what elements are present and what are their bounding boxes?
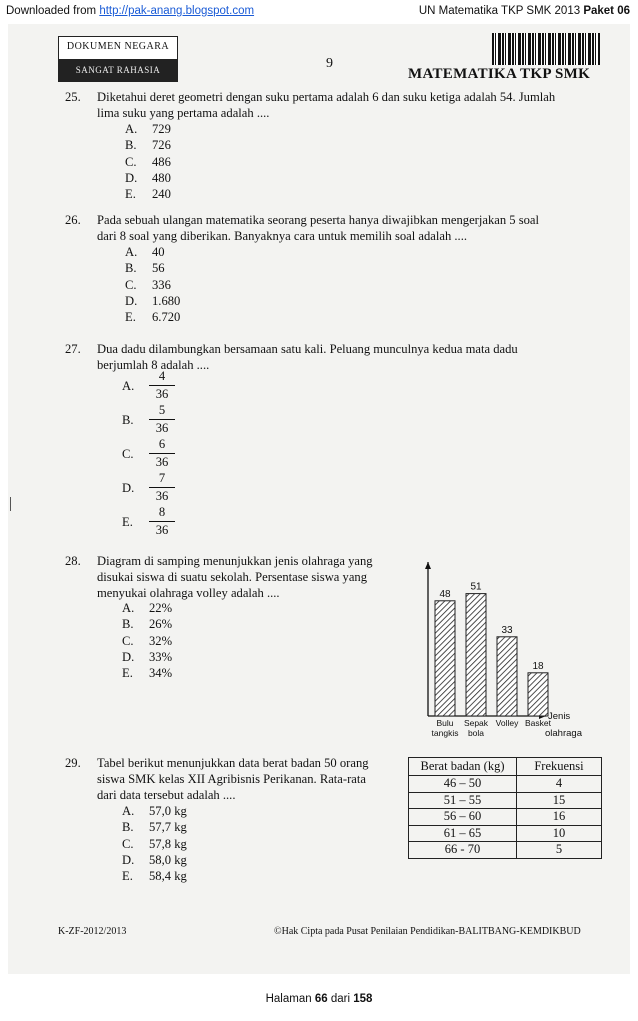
- classification-box: [58, 36, 178, 82]
- page-middle: dari: [327, 993, 354, 1005]
- option-letter: D.: [122, 852, 135, 867]
- table-row: [409, 809, 602, 826]
- option-letter: D.: [125, 170, 138, 185]
- option-e[interactable]: [125, 186, 171, 202]
- option-letter: A.: [125, 122, 138, 136]
- option-text: 32%: [149, 633, 173, 648]
- fraction-bar: [149, 521, 175, 522]
- option-text: 22%: [149, 601, 173, 615]
- question-text-line: menyukai olahraga volley adalah ....: [97, 586, 280, 600]
- option-letter: C.: [122, 836, 134, 851]
- question-text-line: dari data tersebut adalah ....: [97, 788, 236, 802]
- table-row: [409, 825, 602, 842]
- question-27: [65, 341, 605, 375]
- options-29: [122, 803, 187, 884]
- question-text-line: Tabel berikut menunjukkan data berat badan 50 orang: [97, 756, 369, 770]
- category-label: Basket: [525, 718, 551, 728]
- option-fraction: [149, 369, 175, 402]
- option-e[interactable]: [125, 309, 180, 325]
- option-text: 58,4 kg: [149, 869, 187, 884]
- question-29: [65, 755, 405, 805]
- page-number: 9: [326, 56, 333, 71]
- table-row: [409, 842, 602, 859]
- option-a[interactable]: [125, 121, 171, 137]
- denominator: 36: [155, 387, 169, 401]
- question-text-line: lima suku yang pertama adalah ....: [97, 106, 270, 120]
- weight-cell: 56 – 60: [409, 809, 517, 826]
- frequency-cell: 5: [517, 842, 602, 859]
- numerator: 4: [158, 369, 166, 383]
- weight-cell: 61 – 65: [409, 825, 517, 842]
- category-label: tangkis: [431, 728, 459, 738]
- scan-artifact: [10, 497, 11, 511]
- option-b[interactable]: [122, 819, 187, 835]
- numerator: 8: [158, 505, 166, 519]
- option-text: 729: [152, 122, 171, 136]
- option-a[interactable]: [122, 600, 172, 616]
- option-text: 34%: [149, 666, 173, 681]
- packet-label: Paket 06: [583, 5, 630, 17]
- option-b[interactable]: [122, 616, 172, 632]
- numerator: 6: [158, 437, 166, 451]
- subject-title: MATEMATIKA TKP SMK: [408, 66, 591, 82]
- option-letter: B.: [125, 138, 137, 153]
- category-label: Volley: [495, 718, 519, 728]
- denominator: 36: [155, 455, 169, 469]
- option-text: 6.720: [152, 310, 181, 325]
- question-text-line: Diketahui deret geometri dengan suku pertama adalah 6 dan suku ketiga adalah 54. Jumlah: [97, 90, 556, 104]
- question-text-line: Pada sebuah ulangan matematika seorang peserta hanya diwajibkan mengerjakan 5 soal: [97, 213, 540, 227]
- fraction-bar: [149, 385, 175, 386]
- download-header: [0, 0, 638, 22]
- question-25: [65, 89, 605, 123]
- question-28: [65, 553, 405, 603]
- numerator: 7: [158, 471, 166, 485]
- question-number: 29.: [65, 756, 81, 770]
- option-letter: A.: [122, 379, 135, 393]
- data-label: 18: [532, 660, 544, 672]
- page-prefix: Halaman: [265, 993, 315, 1005]
- option-d[interactable]: [125, 293, 180, 309]
- option-fraction: [149, 471, 175, 504]
- question-text-line: Diagram di samping menunjukkan jenis olahraga yang: [97, 554, 373, 568]
- weight-cell: 46 – 50: [409, 776, 517, 793]
- frequency-cell: 16: [517, 809, 602, 826]
- question-text-line: siswa SMK kelas XII Agribisnis Perikanan. Rata-rata: [97, 772, 366, 786]
- option-letter: B.: [125, 261, 137, 276]
- option-e[interactable]: [122, 665, 172, 681]
- option-b[interactable]: [125, 137, 171, 153]
- option-letter: C.: [122, 447, 134, 461]
- option-b[interactable]: [125, 260, 180, 276]
- bar: [435, 601, 455, 716]
- bar: [528, 673, 548, 716]
- bar: [466, 594, 486, 716]
- exam-name: UN Matematika TKP SMK 2013: [418, 5, 581, 17]
- option-letter: C.: [125, 154, 137, 169]
- copyright-notice: ©Hak Cipta pada Pusat Penilaian Pendidikan-BALITBANG-KEMDIKBUD: [274, 926, 581, 937]
- document-code: K-ZF-2012/2013: [58, 926, 127, 937]
- option-letter: D.: [125, 293, 138, 308]
- category-label: Bulu: [436, 718, 454, 728]
- category-label: bola: [467, 728, 485, 738]
- frequency-cell: 15: [517, 792, 602, 809]
- option-letter: D.: [122, 649, 135, 664]
- option-letter: E.: [125, 310, 136, 325]
- option-letter: C.: [125, 277, 137, 292]
- data-label: 51: [470, 581, 482, 593]
- category-label: Sepak: [463, 718, 489, 728]
- option-letter: B.: [122, 820, 134, 835]
- question-number: 25.: [65, 90, 81, 104]
- bar: [497, 637, 517, 716]
- question-number: 26.: [65, 213, 81, 227]
- options-25: [125, 121, 171, 202]
- current-page: 66: [314, 993, 328, 1005]
- option-letter: A.: [122, 804, 135, 818]
- option-letter: C.: [122, 633, 134, 648]
- header-weight: Berat badan (kg): [409, 758, 517, 776]
- y-axis-arrow: [425, 562, 431, 569]
- download-prefix: Downloaded from: [6, 5, 100, 17]
- option-text: 40: [152, 245, 165, 259]
- option-letter: A.: [122, 601, 135, 615]
- table-row: [409, 792, 602, 809]
- option-d[interactable]: [122, 852, 187, 868]
- x-axis-label: olahraga: [545, 728, 582, 739]
- denominator: 36: [155, 421, 169, 435]
- option-e[interactable]: [122, 868, 187, 884]
- option-text: 57,8 kg: [149, 836, 187, 851]
- frequency-cell: 4: [517, 776, 602, 793]
- options-28: [122, 600, 172, 681]
- weight-cell: 51 – 55: [409, 792, 517, 809]
- option-fraction: [149, 403, 175, 436]
- option-a[interactable]: [122, 803, 187, 819]
- bar-chart-svg: [414, 552, 614, 752]
- option-letter: E.: [122, 869, 133, 884]
- page-footer: [0, 993, 638, 1005]
- barcode-image: [492, 33, 600, 65]
- question-number: 28.: [65, 554, 81, 568]
- question-text-line: Dua dadu dilambungkan bersamaan satu kali. Peluang munculnya kedua mata dadu: [97, 342, 518, 356]
- option-letter: B.: [122, 413, 134, 427]
- fraction-bar: [149, 419, 175, 420]
- numerator: 5: [158, 403, 166, 417]
- frequency-cell: 10: [517, 825, 602, 842]
- option-text: 33%: [149, 649, 173, 664]
- option-letter: E.: [122, 515, 133, 529]
- question-text-line: dari 8 soal yang diberikan. Banyaknya cara untuk memilih soal adalah ....: [97, 229, 468, 243]
- option-letter: B.: [122, 617, 134, 632]
- option-a[interactable]: [125, 244, 180, 260]
- option-letter: E.: [125, 187, 136, 202]
- option-text: 480: [152, 170, 171, 185]
- question-text-line: disukai siswa di suatu sekolah. Persentase siswa yang: [97, 570, 368, 584]
- fraction-bar: [149, 487, 175, 488]
- data-label: 48: [439, 588, 451, 600]
- option-text: 56: [152, 261, 165, 276]
- option-fraction: [149, 505, 175, 538]
- question-26: [65, 212, 605, 246]
- option-text: 1.680: [152, 293, 181, 308]
- option-text: 26%: [149, 617, 173, 632]
- exam-label: [419, 5, 630, 17]
- option-letter: A.: [125, 245, 138, 259]
- option-text: 336: [152, 277, 171, 292]
- download-source: [6, 5, 254, 17]
- option-text: 57,7 kg: [149, 820, 187, 835]
- option-c[interactable]: [125, 154, 171, 170]
- option-letter: E.: [122, 666, 133, 681]
- doc-secret-label: SANGAT RAHASIA: [59, 59, 177, 81]
- option-text: 57,0 kg: [149, 804, 187, 818]
- weight-cell: 66 - 70: [409, 842, 517, 859]
- doc-state-label: DOKUMEN NEGARA: [66, 41, 170, 52]
- table-row: [409, 776, 602, 793]
- option-d[interactable]: [122, 649, 172, 665]
- weight-frequency-table: [408, 757, 602, 859]
- denominator: 36: [155, 489, 169, 503]
- option-text: 240: [152, 187, 171, 202]
- sports-bar-chart: [414, 552, 614, 752]
- option-letter: D.: [122, 481, 135, 495]
- total-pages: 158: [353, 993, 373, 1005]
- fraction-bar: [149, 453, 175, 454]
- table-header-row: [409, 758, 602, 776]
- option-c[interactable]: [122, 633, 172, 649]
- option-c[interactable]: [122, 836, 187, 852]
- question-number: 27.: [65, 342, 81, 356]
- question-text-line: berjumlah 8 adalah ....: [97, 358, 210, 372]
- option-text: 726: [152, 138, 171, 153]
- header-frequency: Frekuensi: [517, 758, 602, 776]
- source-link[interactable]: http://pak-anang.blogspot.com: [99, 5, 255, 17]
- option-text: 58,0 kg: [149, 852, 187, 867]
- options-26: [125, 244, 180, 325]
- option-c[interactable]: [125, 277, 180, 293]
- option-fraction: [149, 437, 175, 470]
- option-text: 486: [152, 154, 171, 169]
- option-d[interactable]: [125, 170, 171, 186]
- x-axis-label: Jenis: [548, 711, 571, 722]
- denominator: 36: [155, 523, 169, 537]
- data-label: 33: [501, 624, 513, 636]
